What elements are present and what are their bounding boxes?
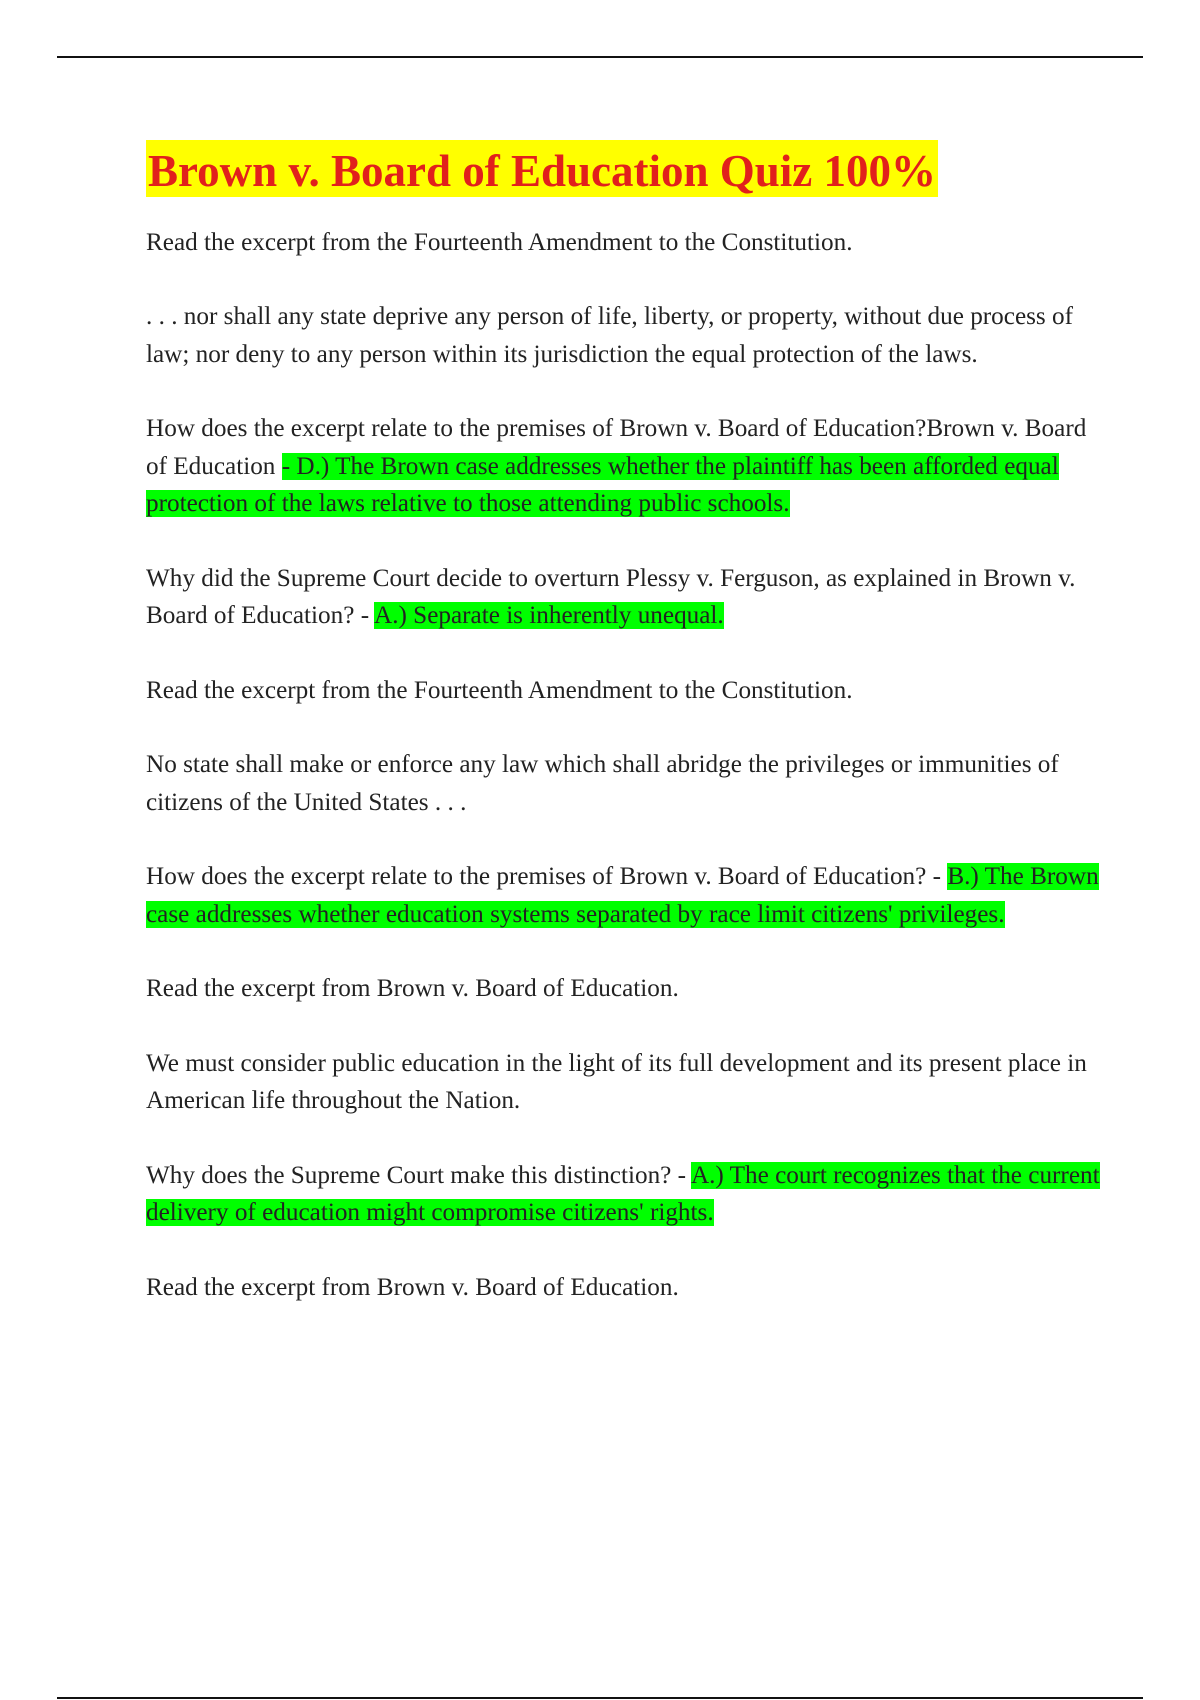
question-text: Why did the Supreme Court decide to overturn Plessy v. Ferguson, as explained in Brown v. Board of Education? - — [146, 564, 1076, 630]
highlighted-answer: B.) The Brown case addresses whether education systems separated by race limit citizens' privileges. — [146, 863, 1099, 928]
highlighted-answer: - D.) The Brown case addresses whether the plaintiff has been afforded equal protection of the laws relative to those attending public schools. — [146, 452, 1059, 518]
instruction-text: Read the excerpt from the Fourteenth Amendment to the Constitution. — [146, 676, 853, 704]
highlighted-answer: A.) Separate is inherently unequal. — [374, 602, 724, 630]
highlighted-answer: A.) The court recognizes that the current delivery of education might compromise citizens' rights. — [146, 1161, 1100, 1227]
question-answer — [146, 560, 1101, 635]
excerpt-text: We must consider public education in the light of its full development and its present place in American life throughout the Nation. — [146, 1049, 1087, 1115]
instruction-text: Read the excerpt from the Fourteenth Amendment to the Constitution. — [146, 228, 853, 256]
document-body — [146, 140, 1101, 1343]
question-text: How does the excerpt relate to the premises of Brown v. Board of Education? - — [146, 863, 948, 891]
instruction-text: Read the excerpt from Brown v. Board of Education. — [146, 1273, 679, 1301]
bottom-rule — [57, 1697, 1143, 1699]
document-title: Brown v. Board of Education Quiz 100% — [146, 140, 938, 197]
top-rule — [57, 56, 1143, 58]
question-answer — [146, 410, 1101, 523]
question-answer — [146, 1157, 1101, 1232]
question-text: How does the excerpt relate to the premises of Brown v. Board of Education?Brown v. Board of Education — [146, 415, 1087, 480]
instruction-text: Read the excerpt from Brown v. Board of Education. — [146, 975, 679, 1003]
question-answer — [146, 858, 1101, 933]
question-text: Why does the Supreme Court make this distinction? - — [146, 1161, 691, 1189]
excerpt-text: . . . nor shall any state deprive any person of life, liberty, or property, without due process of law; nor deny to any person within its jurisdiction the equal protection of the laws. — [146, 303, 1074, 368]
excerpt-text: No state shall make or enforce any law which shall abridge the privileges or immunities of citizens of the United States . . . — [146, 751, 1059, 816]
